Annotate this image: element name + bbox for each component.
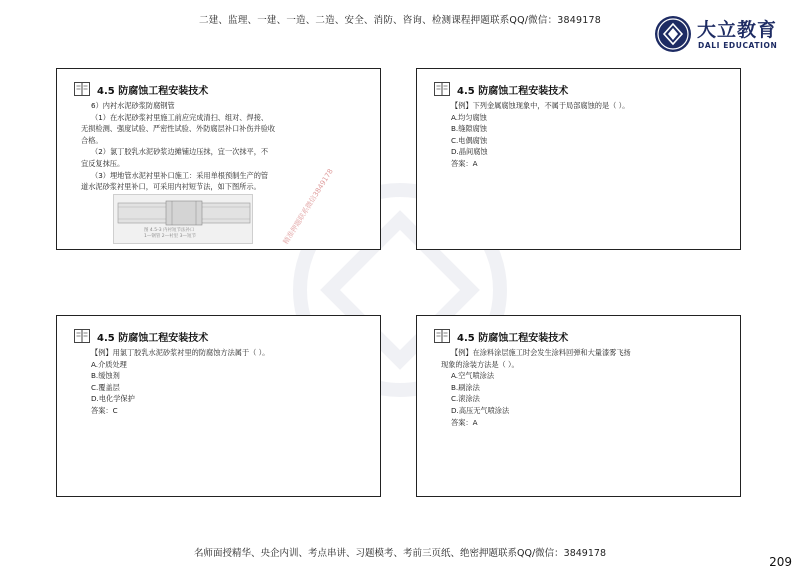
logo-text-cn: 大立教育 (697, 19, 778, 41)
option-a: A.空气喷涂法 (451, 371, 495, 381)
question-text: 【例】下列金属腐蚀现象中，不属于局部腐蚀的是（ ）。 (451, 101, 630, 110)
text-line: （2）氯丁胶乳水泥砂浆边摊铺边压抹，宜一次抹平，不 (91, 147, 269, 157)
slide-body (441, 347, 733, 428)
option-c: C.覆盖层 (91, 382, 120, 392)
answer-text: 答案：C (91, 405, 118, 415)
text-line: 合格。 (81, 135, 103, 145)
option-d: D.电化学保护 (91, 394, 135, 404)
logo-text-en: DALI EDUCATION (698, 41, 778, 50)
page-number: 209 (769, 555, 792, 569)
figure-caption (144, 228, 234, 240)
option-c: C.电偶腐蚀 (451, 135, 488, 145)
option-c: C.滚涂法 (451, 394, 480, 404)
option-b: B.缝隙腐蚀 (451, 124, 487, 134)
slide-2 (416, 68, 741, 250)
book-icon (433, 80, 451, 98)
question-text: 【例】在涂料涂层施工时会发生涂料回弹和大量漆雾飞扬 (451, 348, 631, 357)
text-line: （1）在水泥砂浆衬里施工前应完成清扫、组对、焊接、 (91, 112, 269, 122)
question-text: 【例】用氯丁胶乳水泥砂浆衬里的防腐蚀方法属于（ ）。 (91, 348, 270, 357)
slide-title: 4.5 防腐蚀工程安装技术 (97, 333, 209, 344)
answer-text: 答案：A (451, 158, 478, 168)
dali-education-logo (655, 16, 795, 56)
text-line: 道水泥砂浆衬里补口，可采用内衬短节法，如下图所示。 (81, 182, 261, 192)
pipe-figure (113, 194, 253, 244)
option-b: B.缓蚀剂 (91, 371, 120, 381)
slide-body (441, 100, 733, 170)
option-a: A.均匀腐蚀 (451, 112, 487, 122)
top-banner: 二建、监理、一建、一造、二造、安全、消防、咨询、检测课程押题联系QQ/微信：3849178 (199, 15, 601, 26)
book-icon (73, 80, 91, 98)
slide-4 (416, 315, 741, 497)
book-icon (433, 327, 451, 345)
question-text-continued: 现象的涂装方法是（ ）。 (441, 359, 519, 369)
option-d: D.晶间腐蚀 (451, 147, 488, 157)
watermark-stamp: 精准押题联系微信3849178 (281, 167, 335, 246)
option-b: B.刷涂法 (451, 382, 480, 392)
book-icon (73, 327, 91, 345)
option-d: D.高压无气喷涂法 (451, 405, 510, 415)
slide-3 (56, 315, 381, 497)
slide-title: 4.5 防腐蚀工程安装技术 (457, 333, 569, 344)
text-line: 6）内衬水泥砂浆防腐钢管 (91, 101, 175, 110)
answer-text: 答案：A (451, 417, 478, 427)
option-a: A.介质处理 (91, 359, 127, 369)
bottom-banner: 名师面授精华、央企内训、考点串讲、习题模考、考前三页纸、绝密押题联系QQ/微信：3849178 (194, 548, 606, 559)
text-line: 宜反复抹压。 (81, 158, 125, 168)
figure-caption-title: 图 4.5-3 内衬短节法补口 (144, 228, 195, 233)
slide-body (81, 347, 373, 417)
text-line: （3）埋地管水泥衬里补口施工：采用单根预制生产的管 (91, 170, 269, 180)
slide-1 (56, 68, 381, 250)
text-line: 无损检测、强度试验、严密性试验、外防腐层补口补伤并验收 (81, 124, 276, 134)
slide-title: 4.5 防腐蚀工程安装技术 (457, 86, 569, 97)
figure-caption-legend: 1—钢管 2—衬里 3—短节 (144, 234, 196, 239)
slide-title: 4.5 防腐蚀工程安装技术 (97, 86, 209, 97)
logo-seal-icon (655, 16, 691, 52)
